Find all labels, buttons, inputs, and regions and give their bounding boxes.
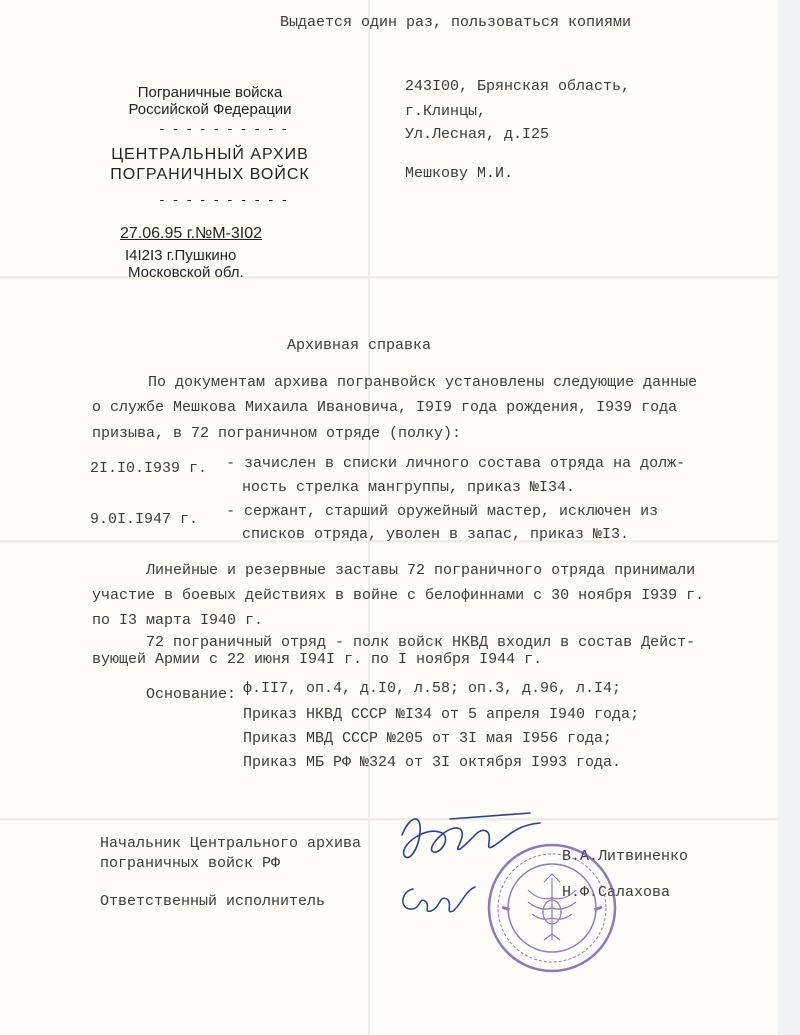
intro-line: призыва, в 72 пограничном отряде (полку):: [92, 425, 462, 442]
intro-line: о службе Мешкова Михаила Ивановича, I9I9 года рождения, I939 года: [92, 399, 678, 416]
paragraph-line: Линейные и резервные заставы 72 пограничного отряда принимали: [146, 562, 696, 579]
entry-text: ность стрелка мангруппы, приказ №I34.: [242, 479, 576, 496]
recipient-address-line2: г.Клинцы,: [405, 103, 487, 120]
entry-text: - зачислен в списки личного состава отряда на долж-: [226, 455, 686, 472]
basis-line: Приказ НКВД СССР №I34 от 5 апреля I940 года;: [243, 706, 640, 723]
executor-signature: [395, 875, 485, 925]
recipient-name: Мешкову М.И.: [405, 165, 514, 182]
archive-name-line1: ЦЕНТРАЛЬНЫЙ АРХИВ: [111, 146, 309, 163]
divider: - - - - - - - - - -: [158, 193, 288, 208]
official-stamp: [484, 840, 620, 976]
recipient-address-line3: Ул.Лесная, д.I25: [405, 126, 550, 143]
paragraph-line: участие в боевых действиях в войне с белофиннами с 30 ноября I939 г.: [92, 587, 705, 604]
sender-org-line2: Российской Федерации: [128, 101, 292, 118]
paragraph-line: вующей Армии с 22 июня I94I г. по I ноября I944 г.: [92, 651, 543, 668]
usage-notice: Выдается один раз, пользоваться копиями: [280, 14, 632, 31]
head-title-line2: пограничных войск РФ: [100, 855, 281, 872]
intro-line: По документам архива погранвойск установлены следующие данные: [148, 374, 698, 391]
paragraph-line: по I3 марта I940 г.: [92, 612, 264, 629]
executor-name: Н.Ф.Салахова: [562, 884, 671, 901]
document-title: Архивная справка: [287, 337, 432, 354]
entry-text: списков отряда, уволен в запас, приказ №I3.: [242, 526, 630, 543]
basis-label: Основание:: [146, 686, 237, 703]
archive-name-line2: ПОГРАНИЧНЫХ ВОЙСК: [110, 166, 310, 183]
head-name: В.А.Литвиненко: [562, 848, 689, 865]
executor-title: Ответственный исполнитель: [100, 893, 326, 910]
basis-line: ф.II7, оп.4, д.I0, л.58; оп.3, д.96, л.I4;: [243, 680, 622, 697]
sender-org-line1: Пограничные войска: [137, 84, 283, 101]
entry-date: 9.0I.I947 г.: [90, 511, 199, 528]
entry-date: 2I.I0.I939 г.: [90, 460, 208, 477]
entry-text: - сержант, старший оружейный мастер, исключен из: [226, 503, 659, 520]
head-title-line1: Начальник Центрального архива: [100, 835, 362, 852]
paragraph-line: 72 пограничный отряд - полк войск НКВД входил в состав Дейст-: [146, 634, 696, 651]
sender-address-line1: I4I2I3 г.Пушкино: [125, 247, 237, 264]
divider: - - - - - - - - - -: [158, 122, 288, 137]
fold-line: [0, 276, 780, 279]
basis-line: Приказ МВД СССР №205 от 3I мая I956 года;: [243, 730, 613, 747]
basis-line: Приказ МБ РФ №324 от 3I октября I993 года.: [243, 754, 622, 771]
recipient-address-line1: 243I00, Брянская область,: [405, 78, 631, 95]
reference-number: 27.06.95 г.№М-3I02: [120, 225, 263, 242]
sender-address-line2: Московской обл.: [128, 264, 244, 281]
scan-edge: [778, 0, 800, 1035]
